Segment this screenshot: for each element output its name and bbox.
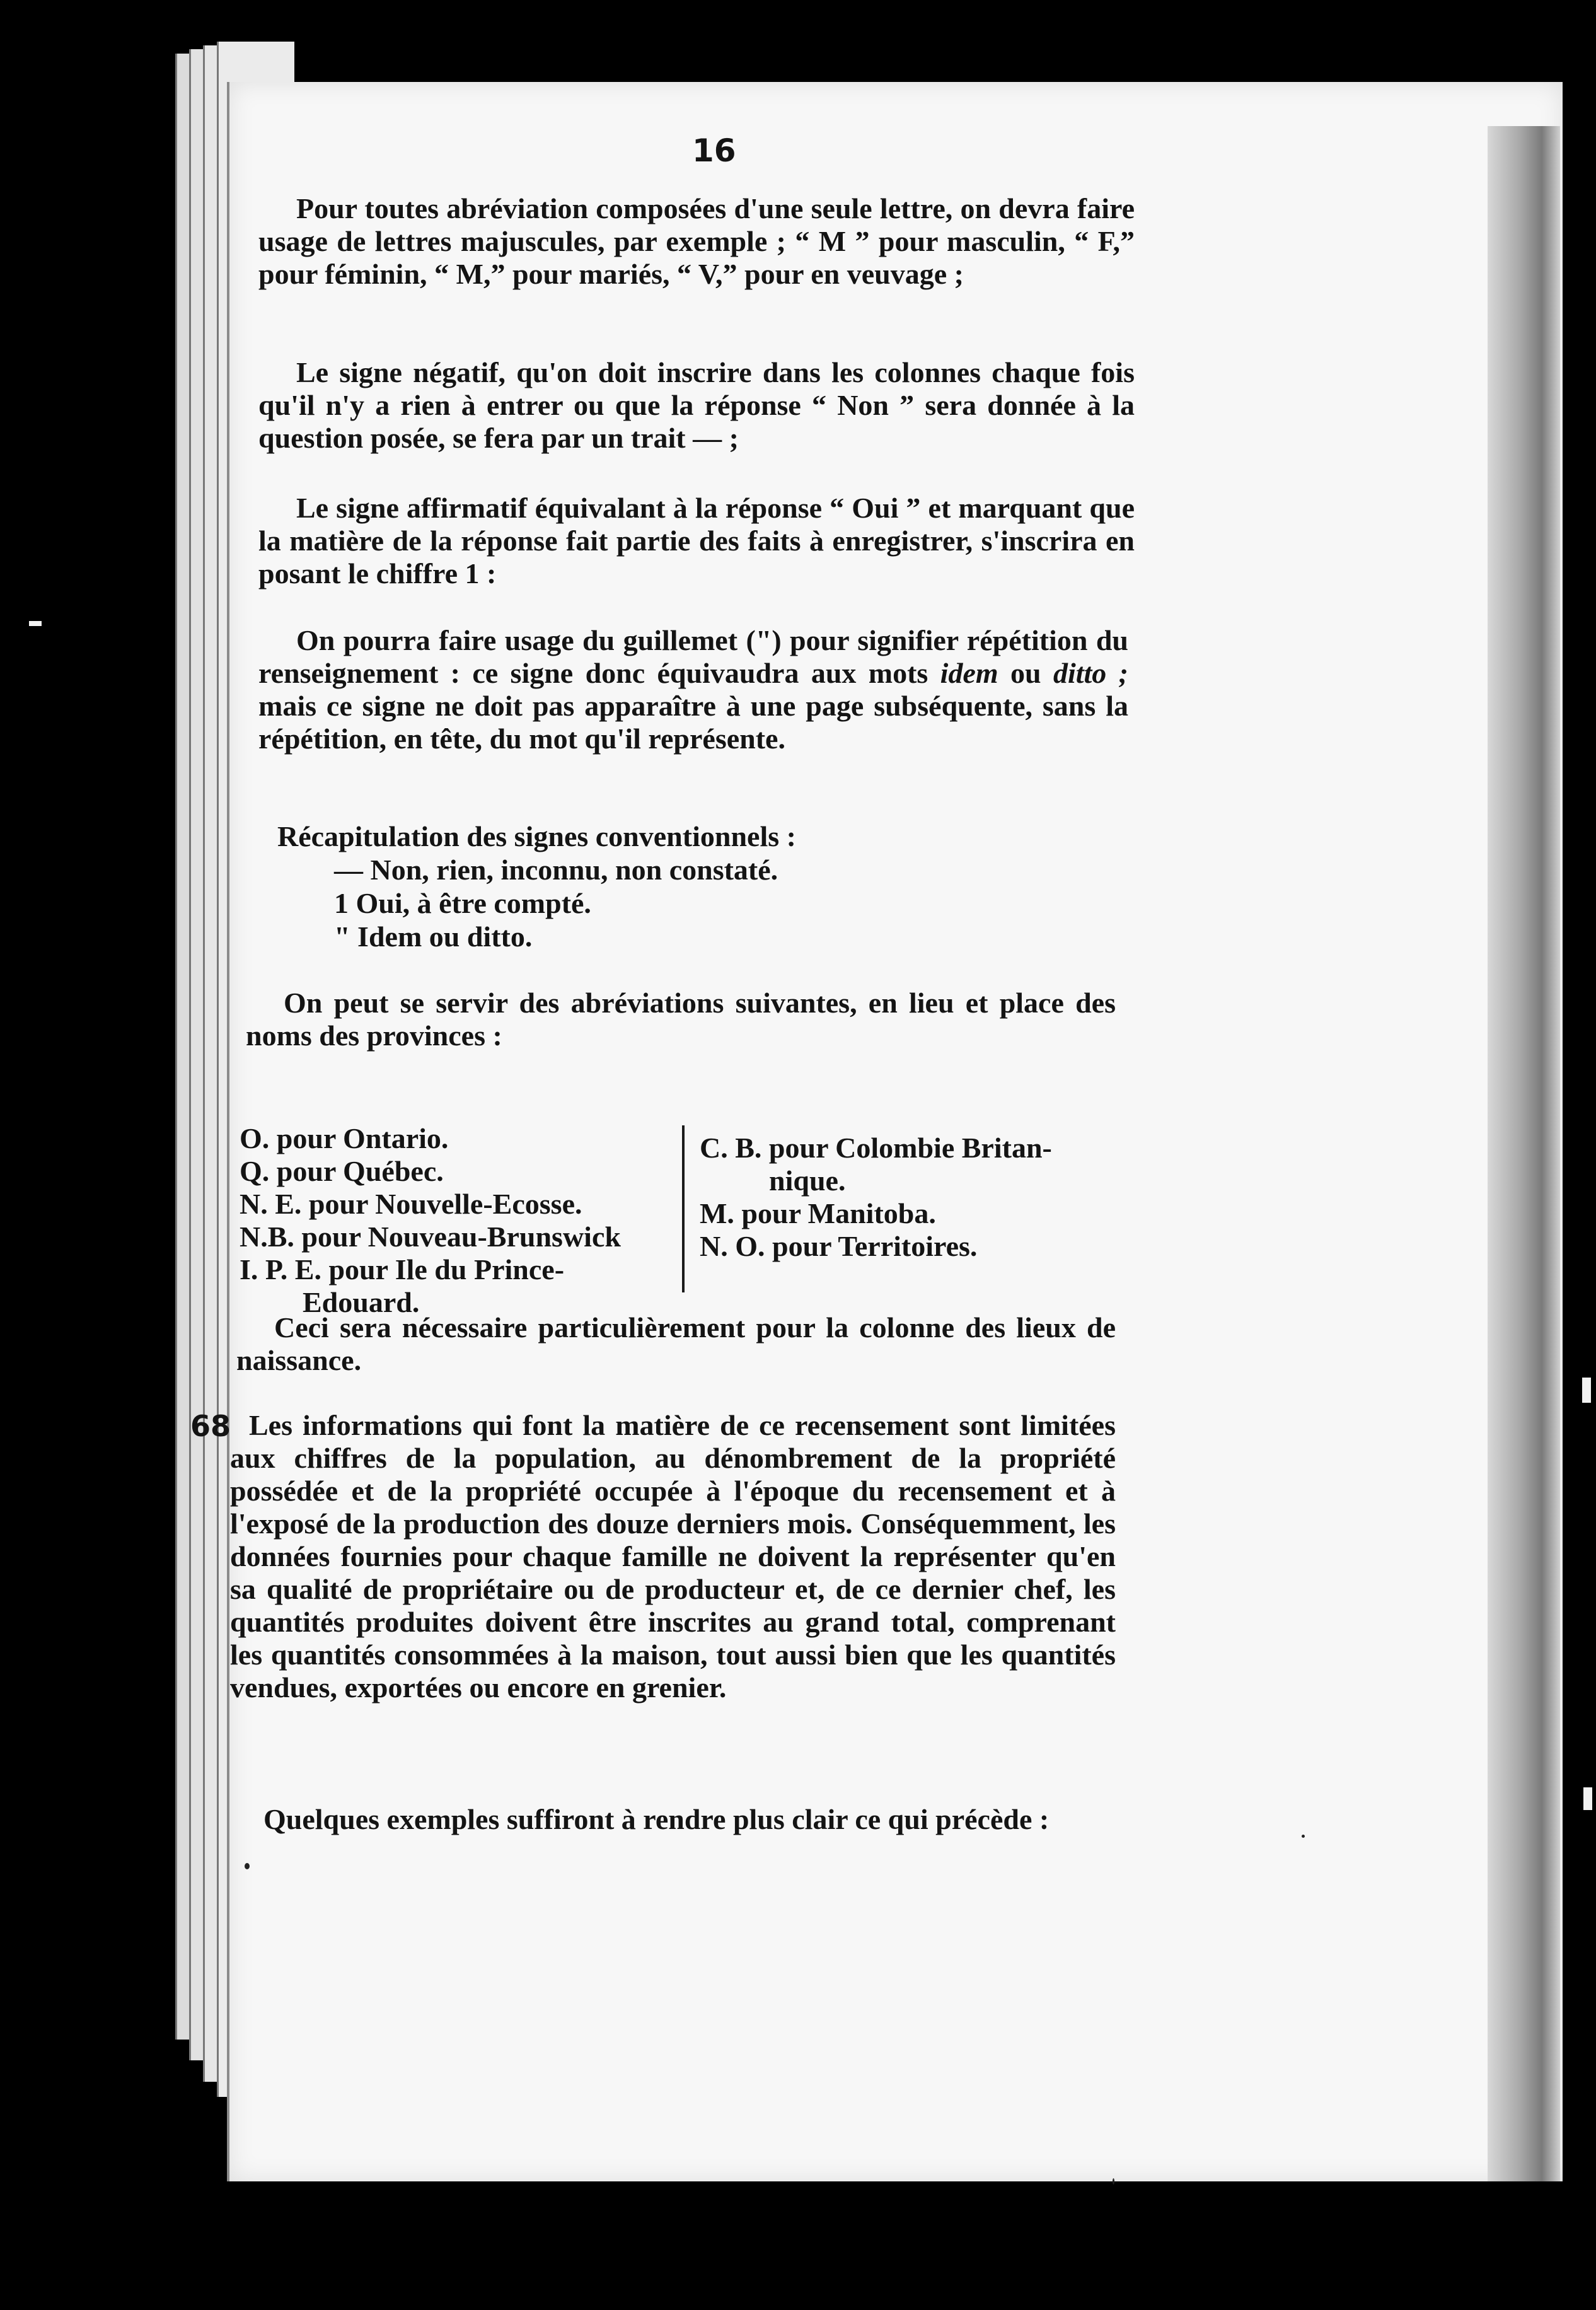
- recap-line-dash: — Non, rien, inconnu, non constaté.: [334, 854, 778, 886]
- paragraph-examples-intro: [226, 1803, 1114, 1836]
- recap-conventional-signs: [277, 820, 796, 953]
- paragraph-text: Quelques exemples suffiront à rendre plus clair ce qui précède :: [263, 1803, 1050, 1835]
- abbreviation-item-continuation: Edouard.: [303, 1286, 420, 1318]
- abbreviation-item: C. B. pour Colombie Britan-: [700, 1132, 1052, 1164]
- ink-dot: [1113, 2178, 1114, 2185]
- italic-term-idem: idem: [940, 657, 998, 689]
- abbreviation-item-continuation: nique.: [769, 1164, 846, 1197]
- paragraph-text: Pour toutes abréviation composées d'une seule lettre, on devra faire usage de lettres majuscules, par exemple ; “ M ” pour masculin, “ F,” pour féminin, “ M,” pour mariés, “ V,” pour en veuvage ;: [258, 192, 1135, 290]
- abbreviation-item: M. pour Manitoba.: [700, 1197, 936, 1229]
- abbreviation-item: N. O. pour Territoires.: [700, 1230, 978, 1262]
- italic-term-ditto: ditto ;: [1053, 657, 1128, 689]
- scan-speck: [1583, 1787, 1592, 1810]
- paragraph-text: Le signe négatif, qu'on doit inscrire dans les colonnes chaque fois qu'il n'y a rien à entrer ou que la réponse “ Non ” sera donnée à la question posée, se fera par un trait — ;: [258, 356, 1135, 454]
- abbreviation-list-right: [700, 1132, 1141, 1263]
- paragraph-text: ou: [998, 657, 1053, 689]
- scan-speck: [1582, 1378, 1591, 1403]
- paragraph-affirmative-sign: [258, 492, 1135, 590]
- paragraph-text: On pourra faire usage du guillemet (") pour signifier répétition du renseignement : ce signe donc équivaudra aux mots: [258, 624, 1128, 689]
- column-divider: [682, 1125, 685, 1292]
- paragraph-census-information: [230, 1409, 1116, 1704]
- paragraph-province-abbreviations: [246, 987, 1116, 1052]
- recap-title: Récapitulation des signes conventionnels :: [277, 820, 796, 852]
- ink-dot: [1302, 1835, 1305, 1838]
- abbreviation-item: I. P. E. pour Ile du Prince-: [240, 1253, 565, 1286]
- paragraph-ditto-mark: [258, 624, 1128, 755]
- paragraph-birthplace-note: [236, 1311, 1116, 1377]
- paragraph-text: Ceci sera nécessaire particulièrement pour la colonne des lieux de naissance.: [236, 1311, 1116, 1376]
- abbreviation-item: O. pour Ontario.: [240, 1122, 449, 1154]
- ink-dot: [245, 1863, 250, 1869]
- paragraph-text: Les informations qui font la matière de ce recensement sont limitées aux chiffres de la population, au dénombrement de la propriété possédée et de la propriété occupée à l'époque du recensement et à l'exposé de la production des douze derniers mois. Conséquemment, les données fournies pour chaque famille ne doivent la représenter qu'en sa qualité de propriétaire ou de producteur et, de ce dernier chef, les quantités produites doivent être inscrites au grand total, comprenant les quantités consommées à la maison, tout aussi bien que les quantités vendues, exportées ou encore en grenier.: [230, 1409, 1116, 1703]
- abbreviation-item: N. E. pour Nouvelle-Ecosse.: [240, 1188, 582, 1220]
- paragraph-capital-letters: [258, 192, 1135, 291]
- page-gutter-shadow: [1488, 126, 1560, 2181]
- paragraph-negative-sign: [258, 356, 1135, 455]
- abbreviation-item: Q. pour Québec.: [240, 1155, 444, 1187]
- scan-speck: [29, 621, 42, 626]
- recap-line-ditto: " Idem ou ditto.: [334, 920, 533, 953]
- page-number: 16: [692, 132, 736, 169]
- section-number: 68: [190, 1409, 231, 1443]
- abbreviation-item: N.B. pour Nouveau-Brunswick: [240, 1221, 621, 1253]
- paragraph-text: mais ce signe ne doit pas apparaître à une page subséquente, sans la répétition, en tête, du mot qu'il représente.: [258, 690, 1128, 755]
- abbreviation-list-left: [240, 1122, 681, 1319]
- paragraph-text: On peut se servir des abréviations suivantes, en lieu et place des noms des provinces :: [246, 987, 1116, 1052]
- paragraph-text: Le signe affirmatif équivalant à la réponse “ Oui ” et marquant que la matière de la réponse fait partie des faits à enregistrer, s'inscrira en posant le chiffre 1 :: [258, 492, 1135, 589]
- recap-line-one: 1 Oui, à être compté.: [334, 887, 591, 919]
